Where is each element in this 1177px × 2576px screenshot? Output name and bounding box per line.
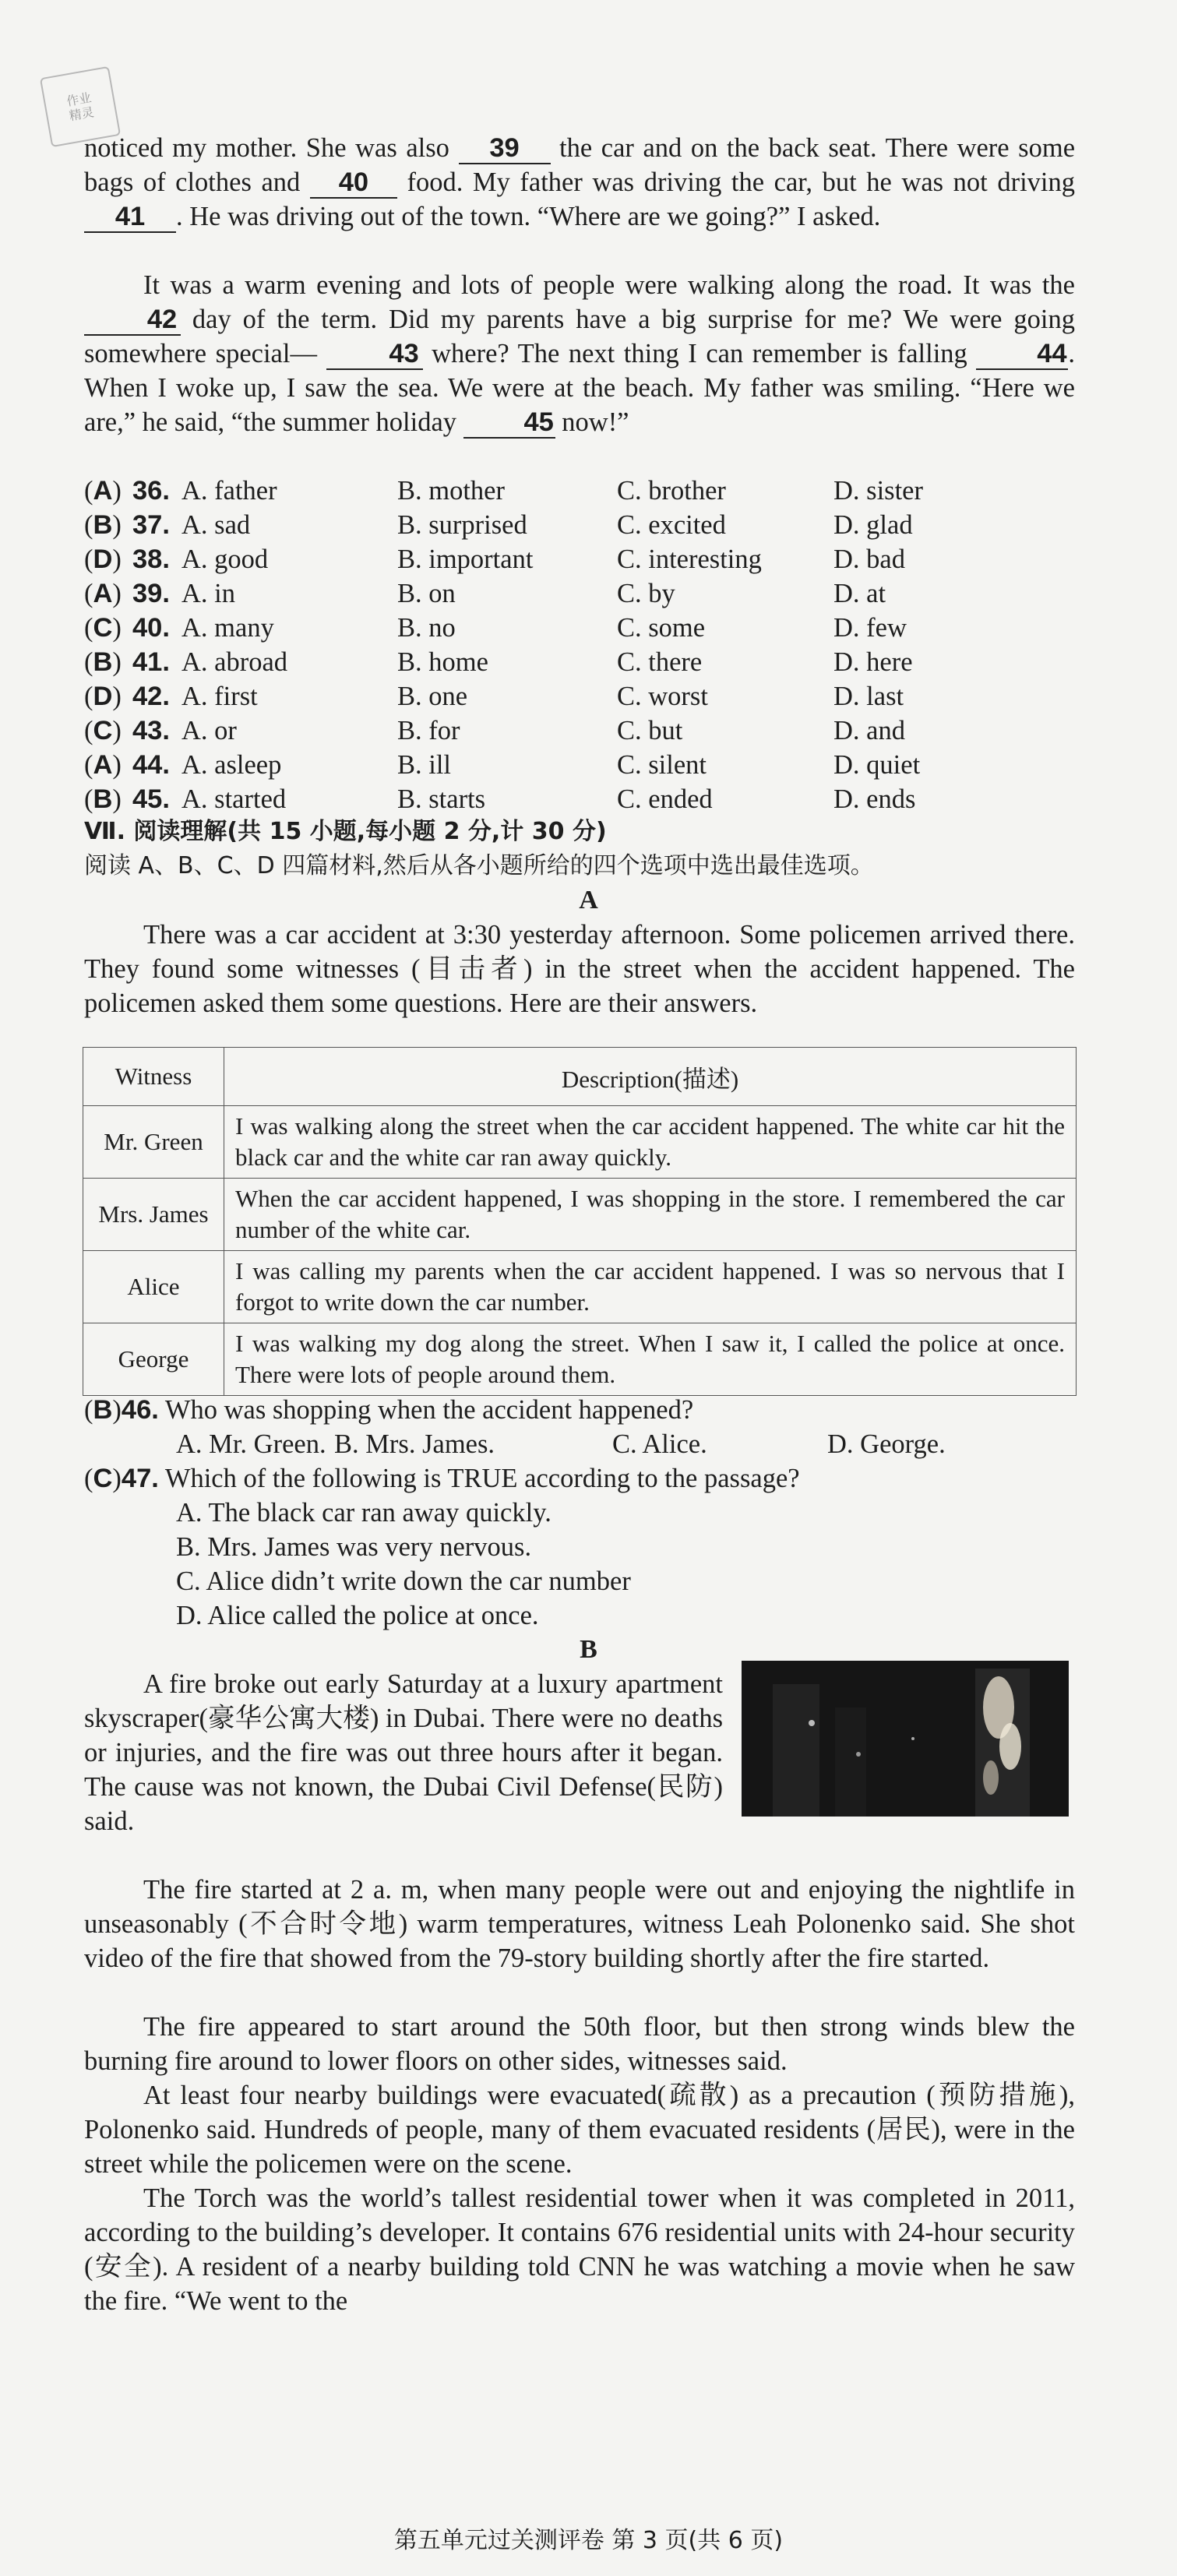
witness-description: I was walking along the street when the car accident happened. The white car hit the black car and the white car ran away quickly. [224,1106,1077,1179]
option-c: C. worst [617,682,708,711]
option-c: C. Alice. [612,1429,707,1459]
answer-mark: (B) [84,647,122,677]
blank-39: 39 [459,133,551,164]
cloze-question-row [84,542,1097,576]
table-row [83,1251,1077,1323]
table-header-witness: Witness [83,1048,224,1106]
option-c: C. but [617,716,683,745]
option-a: A. many [181,613,274,643]
text: where? The next thing I can remember is falling [422,339,977,368]
cloze-question-row [84,748,1097,782]
cloze-question-row [84,508,1097,542]
cloze-question-row [84,474,1097,508]
option-b: B. ill [397,750,452,780]
blank-45: 45 [463,407,555,439]
answer-mark: (C) [84,716,122,745]
part-b-paragraph-3: The fire appeared to start around the 50th floor, but then strong winds blew the burning fire around to lower floors on other sides, witnesses said. [84,2012,1075,2076]
question-number: 38. [132,544,170,574]
stamp-line-1: 作业 [65,90,93,109]
question-number: 45. [132,784,170,814]
option-d: D. at [833,579,886,608]
skyscraper-fire-photo [742,1661,1069,1817]
question-number: 44. [132,750,170,780]
option-b: B. surprised [397,510,527,540]
question-stem: Which of the following is TRUE according to the passage? [164,1464,800,1493]
table-row [83,1323,1077,1396]
answer-mark: (A) [84,579,122,608]
option-a: A. father [181,476,277,506]
question-number: 43. [132,716,170,745]
question-number: 42. [132,682,170,711]
witness-description: I was walking my dog along the street. When I saw it, I called the police at once. There were lots of people around them. [224,1323,1077,1396]
option-d: D. and [833,716,905,745]
part-a-label: A [579,886,598,914]
cloze-question-row [84,714,1097,748]
stamp-line-2: 精灵 [68,104,96,124]
part-a-intro: There was a car accident at 3:30 yesterday afternoon. Some policemen arrived there. They found some witnesses (目击者) in the street when the accident happened. The policemen asked them some questions. Here are their answers. [84,920,1075,1018]
option-c: C. there [617,647,703,677]
text: . He was driving out of the town. “Where are we going?” I asked. [176,202,881,231]
question-number: 40. [132,613,170,643]
option-c: C. some [617,613,706,643]
text: . When I woke up, I saw the sea. We were at the beach. My father was smiling. “Here we are,” he said, “the summer holiday [84,339,1075,437]
option-a: A. in [181,579,235,608]
option-b: B. Mrs. James was very nervous. [176,1532,532,1562]
table-row [83,1179,1077,1251]
answer-mark: (A) [84,476,122,506]
part-b-paragraph-2: The fire started at 2 a. m, when many people were out and enjoying the nightlife in unseasonably (不合时令地) warm temperatures, witness Leah Polonenko said. She shot video of the fire that showed from the 79-story building shortly after the fire started. [84,1875,1075,1973]
question-46: (B)46. Who was shopping when the accident happened? [84,1395,694,1425]
text: noticed my mother. She was also [84,133,459,163]
question-number: 46. [121,1395,159,1425]
answer-mark: C [93,1464,113,1493]
question-number: 41. [132,647,170,677]
answer-mark: (D) [84,682,122,711]
section-7-instruction: 阅读 A、B、C、D 四篇材料,然后从各小题所给的四个选项中选出最佳选项。 [84,852,874,879]
cloze-question-row [84,645,1097,679]
part-b-paragraph-5: The Torch was the world’s tallest residential tower when it was completed in 2011, according to the building’s developer. It contains 676 residential units with 24-hour security (安全). A resident of a nearby building told CNN he was watching a movie when he saw the fire. “We went to the [84,2183,1075,2316]
option-c: C. excited [617,510,726,540]
option-d: D. bad [833,544,905,574]
table-row [83,1106,1077,1179]
witness-table [83,1047,1077,1396]
answer-mark: (A) [84,750,122,780]
option-c: C. by [617,579,675,608]
option-d: D. George. [827,1429,946,1459]
question-stem: Who was shopping when the accident happened? [164,1395,694,1425]
option-b: B. mother [397,476,505,506]
answer-mark: (B) [84,784,122,814]
text: It was a warm evening and lots of people were walking along the road. It was the [143,270,1075,300]
answer-mark: B [93,1395,113,1425]
option-a: A. sad [181,510,251,540]
question-46-options [176,1427,946,1461]
witness-description: When the car accident happened, I was shopping in the store. I remembered the car number of the white car. [224,1179,1077,1251]
blank-44: 44 [976,339,1068,370]
witness-name: Mr. Green [83,1106,224,1179]
cloze-question-row [84,611,1097,645]
option-a: A. good [181,544,269,574]
text: the car and on the back seat. There were some bags of clothes and [84,133,1076,197]
option-b: B. one [397,682,468,711]
answer-mark: (D) [84,544,122,574]
blank-41: 41 [84,202,176,233]
option-b: B. no [397,613,456,643]
option-b: B. Mrs. James. [334,1429,495,1459]
answer-mark: (B) [84,510,122,540]
part-b-paragraph-4: At least four nearby buildings were evacuated(疏散) as a precaution (预防措施), Polonenko said. Hundreds of people, many of them evacuated residents (居民), were in the street while the policemen were on the scene. [84,2081,1075,2179]
question-47: (C)47. Which of the following is TRUE according to the passage? [84,1464,800,1493]
cloze-question-row [84,576,1097,611]
page-footer: 第五单元过关测评卷 第 3 页(共 6 页) [393,2527,784,2554]
witness-name: Alice [83,1251,224,1323]
option-d: D. few [833,613,907,643]
part-b-label: B [580,1635,597,1664]
cloze-question-row [84,782,1097,816]
witness-description: I was calling my parents when the car accident happened. I was so nervous that I forgot to write down the car number. [224,1251,1077,1323]
option-a: A. The black car ran away quickly. [176,1498,551,1528]
fire-image-icon [742,1661,1069,1817]
text: now!” [555,407,629,437]
table-header-description: Description(描述) [224,1048,1077,1106]
text: day of the term. Did my parents have a big surprise for me? We were going somewhere special— [84,305,1075,368]
question-number: 39. [132,579,170,608]
blank-43: 43 [326,339,423,370]
answer-mark: (C) [84,613,122,643]
option-c: C. silent [617,750,707,780]
option-a: A. or [181,716,237,745]
cloze-question-row [84,679,1097,714]
option-d: D. ends [833,784,916,814]
option-d: D. last [833,682,904,711]
option-c: C. brother [617,476,726,506]
cloze-paragraph-2 [84,268,1075,439]
option-a: A. started [181,784,287,814]
blank-42: 42 [84,305,181,336]
option-d: D. glad [833,510,913,540]
option-c: C. Alice didn’t write down the car number [176,1566,631,1596]
question-number: 37. [132,510,170,540]
option-b: B. for [397,716,460,745]
option-b: B. starts [397,784,486,814]
text: food. My father was driving the car, but he was not driving [396,167,1076,197]
option-a: A. asleep [181,750,282,780]
option-c: C. interesting [617,544,762,574]
option-d: D. Alice called the police at once. [176,1601,539,1630]
option-b: B. important [397,544,534,574]
option-d: D. quiet [833,750,921,780]
witness-name: Mrs. James [83,1179,224,1251]
option-c: C. ended [617,784,713,814]
part-b-paragraph-1: A fire broke out early Saturday at a luxury apartment skyscraper(豪华公寓大楼) in Dubai. There were no deaths or injuries, and the fire was out three hours after it began. The cause was not known, the Dubai Civil Defense(民防) said. [84,1669,723,1836]
option-a: A. abroad [181,647,288,677]
question-number: 47. [121,1464,159,1493]
cloze-paragraph-1 [84,131,1075,234]
question-number: 36. [132,476,170,506]
witness-name: George [83,1323,224,1396]
option-b: B. on [397,579,456,608]
option-a: A. Mr. Green. [176,1429,326,1459]
option-d: D. sister [833,476,923,506]
table-header-row [83,1048,1077,1106]
section-7-heading: Ⅶ. 阅读理解(共 15 小题,每小题 2 分,计 30 分) [84,818,607,845]
blank-40: 40 [310,167,397,199]
option-a: A. first [181,682,258,711]
option-b: B. home [397,647,488,677]
option-d: D. here [833,647,913,677]
